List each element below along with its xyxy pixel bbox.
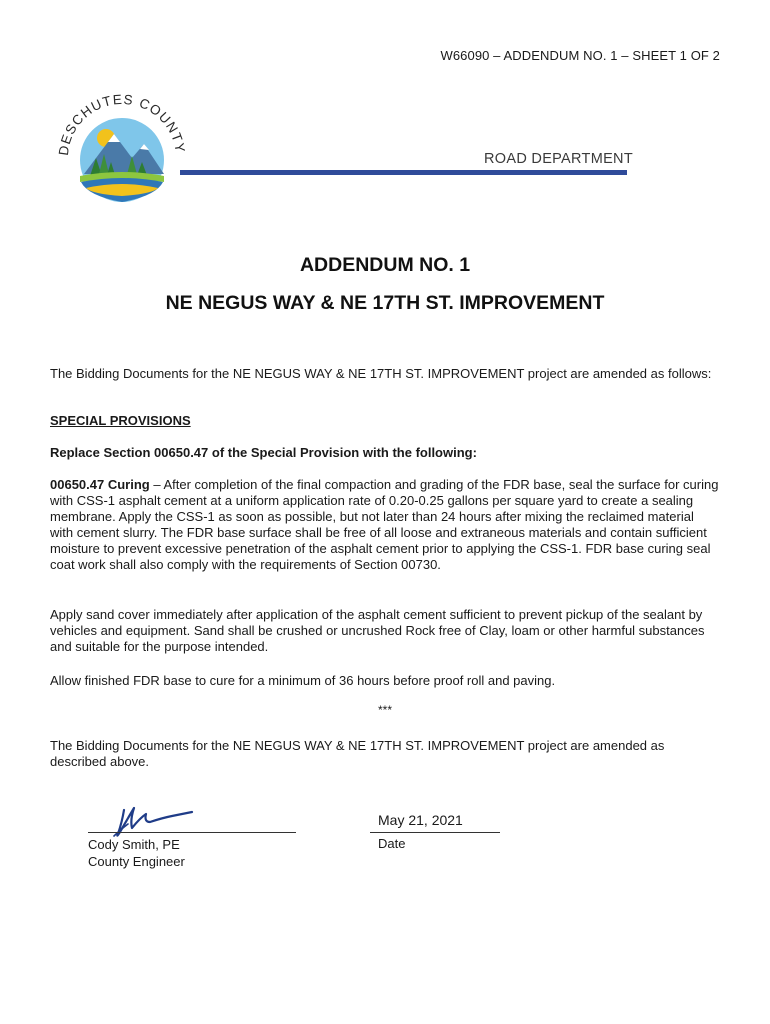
sand-cover-paragraph: Apply sand cover immediately after application of the asphalt cement sufficient to prevent pickup of the sealant by vehicles and equipment. Sand shall be crushed or uncrushed Rock free of Clay, loam or other harmful substances and suitable for the purpose intended.	[50, 607, 705, 654]
addendum-title: ADDENDUM NO. 1	[299, 254, 471, 276]
project-title: NE NEGUS WAY & NE 17TH ST. IMPROVEMENT	[165, 292, 605, 314]
signatory-block	[88, 836, 185, 870]
cure-time-paragraph: Allow finished FDR base to cure for a minimum of 36 hours before proof roll and paving.	[50, 673, 556, 688]
replace-instruction: Replace Section 00650.47 of the Special Provision with the following:	[50, 445, 477, 460]
curing-label: 00650.47 Curing	[50, 477, 150, 492]
date-line	[370, 832, 500, 833]
section-separator: ***	[377, 703, 392, 717]
closing-paragraph: The Bidding Documents for the NE NEGUS WAY & NE 17TH ST. IMPROVEMENT project are amended as described above.	[50, 738, 665, 769]
sheet-reference: W66090 – ADDENDUM NO. 1 – SHEET 1 OF 2	[440, 48, 720, 63]
logo-arc-text: DESCHUTES COUNTY	[56, 92, 188, 157]
signatory-title: County Engineer	[88, 854, 185, 869]
deschutes-county-logo	[56, 92, 188, 210]
curing-paragraph	[50, 477, 720, 573]
intro-paragraph: The Bidding Documents for the NE NEGUS WAY & NE 17TH ST. IMPROVEMENT project are amended as follows:	[50, 366, 712, 381]
header-rule	[180, 170, 627, 175]
curing-text: – After completion of the final compaction and grading of the FDR base, seal the surface for curing with CSS-1 asphalt cement at a uniform application rate of 0.20-0.25 gallons per square yard to create a sealing membrane. Apply the CSS-1 as soon as possible, but not later than 24 hours after mixing the reclaimed material with cement slurry. The FDR base surface shall be free of all loose and extraneous materials and contain sufficient moisture to prevent excessive penetration of the asphalt cement prior to applying the CSS-1. FDR base curing seal coat work shall also comply with the requirements of Section 00730.	[50, 477, 719, 572]
department-name: ROAD DEPARTMENT	[484, 151, 633, 167]
handwritten-signature	[110, 800, 196, 840]
signatory-name: Cody Smith, PE	[88, 837, 180, 852]
signature-line	[88, 832, 296, 833]
section-heading: SPECIAL PROVISIONS	[50, 413, 191, 428]
signature-date: May 21, 2021	[378, 812, 463, 828]
date-label: Date	[378, 836, 406, 851]
